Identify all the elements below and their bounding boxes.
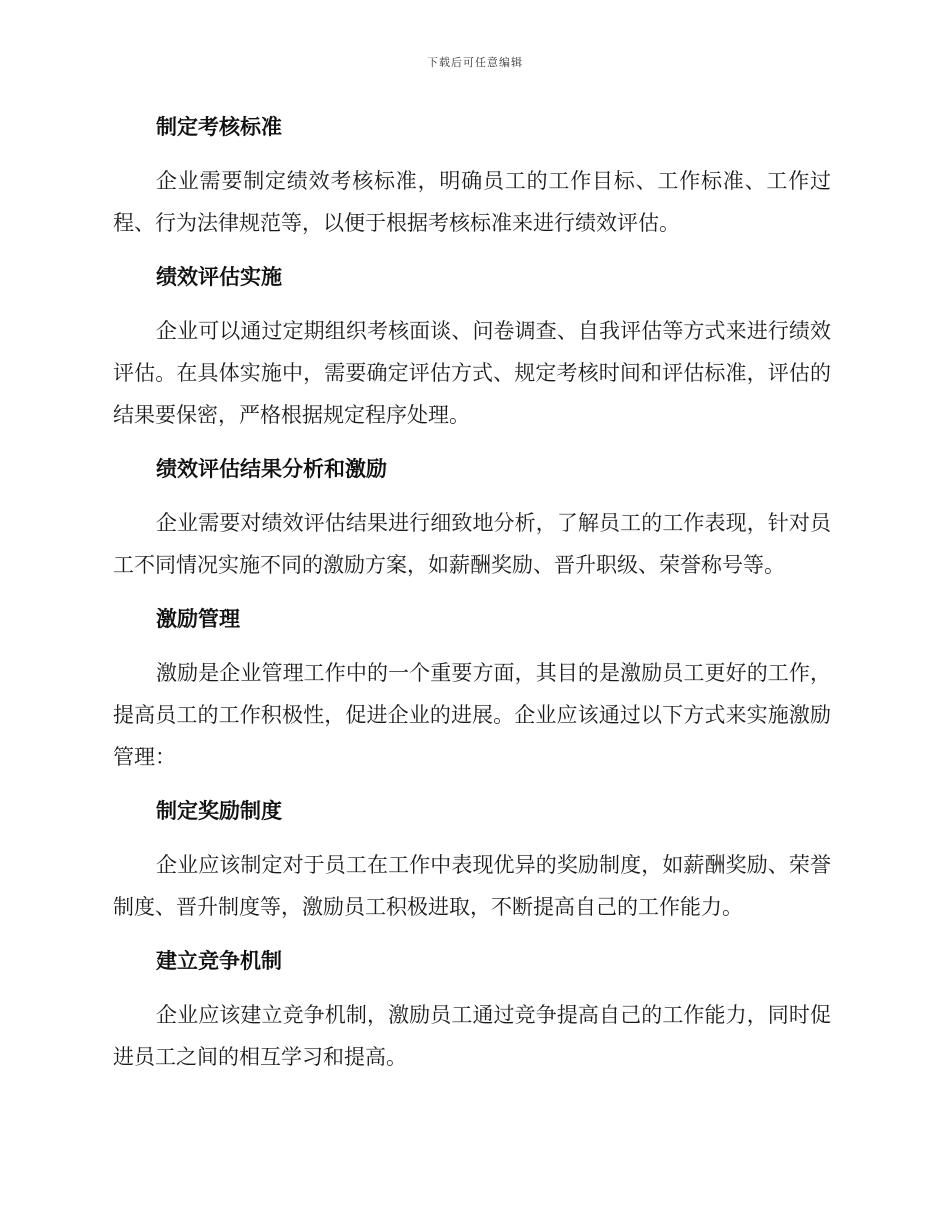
section-heading: 制定奖励制度 — [156, 799, 282, 823]
section-result-analysis-incentive — [113, 448, 831, 586]
document-body — [113, 106, 831, 1090]
section-heading: 建立竞争机制 — [156, 949, 282, 973]
section-paragraph: 激励是企业管理工作中的一个重要方面，其目的是激励员工更好的工作，提高员工的工作积极性，促进企业的进展。企业应该通过以下方式来实施激励管理： — [113, 661, 831, 769]
section-paragraph: 企业可以通过定期组织考核面谈、问卷调查、自我评估等方式来进行绩效评估。在具体实施中，需要确定评估方式、规定考核时间和评估标准，评估的结果要保密，严格根据规定程序处理。 — [113, 319, 831, 427]
section-competition-mechanism — [113, 940, 831, 1078]
section-paragraph: 企业应该制定对于员工在工作中表现优异的奖励制度，如薪酬奖励、荣誉制度、晋升制度等，激励员工积极进取，不断提高自己的工作能力。 — [113, 853, 831, 919]
section-paragraph: 企业需要制定绩效考核标准，明确员工的工作目标、工作标准、工作过程、行为法律规范等，以便于根据考核标准来进行绩效评估。 — [113, 169, 831, 235]
section-incentive-management — [113, 598, 831, 778]
page-header: 下载后可任意编辑 — [427, 56, 523, 69]
section-reward-system — [113, 790, 831, 928]
section-heading: 绩效评估结果分析和激励 — [156, 457, 387, 481]
section-paragraph: 企业需要对绩效评估结果进行细致地分析，了解员工的工作表现，针对员工不同情况实施不同的激励方案，如薪酬奖励、晋升职级、荣誉称号等。 — [113, 511, 831, 577]
section-heading: 制定考核标准 — [156, 115, 282, 139]
section-paragraph: 企业应该建立竞争机制，激励员工通过竞争提高自己的工作能力，同时促进员工之间的相互学习和提高。 — [113, 1003, 831, 1069]
section-evaluation-implementation — [113, 256, 831, 436]
section-heading: 激励管理 — [156, 607, 240, 631]
section-heading: 绩效评估实施 — [156, 265, 282, 289]
section-assessment-standards — [113, 106, 831, 244]
